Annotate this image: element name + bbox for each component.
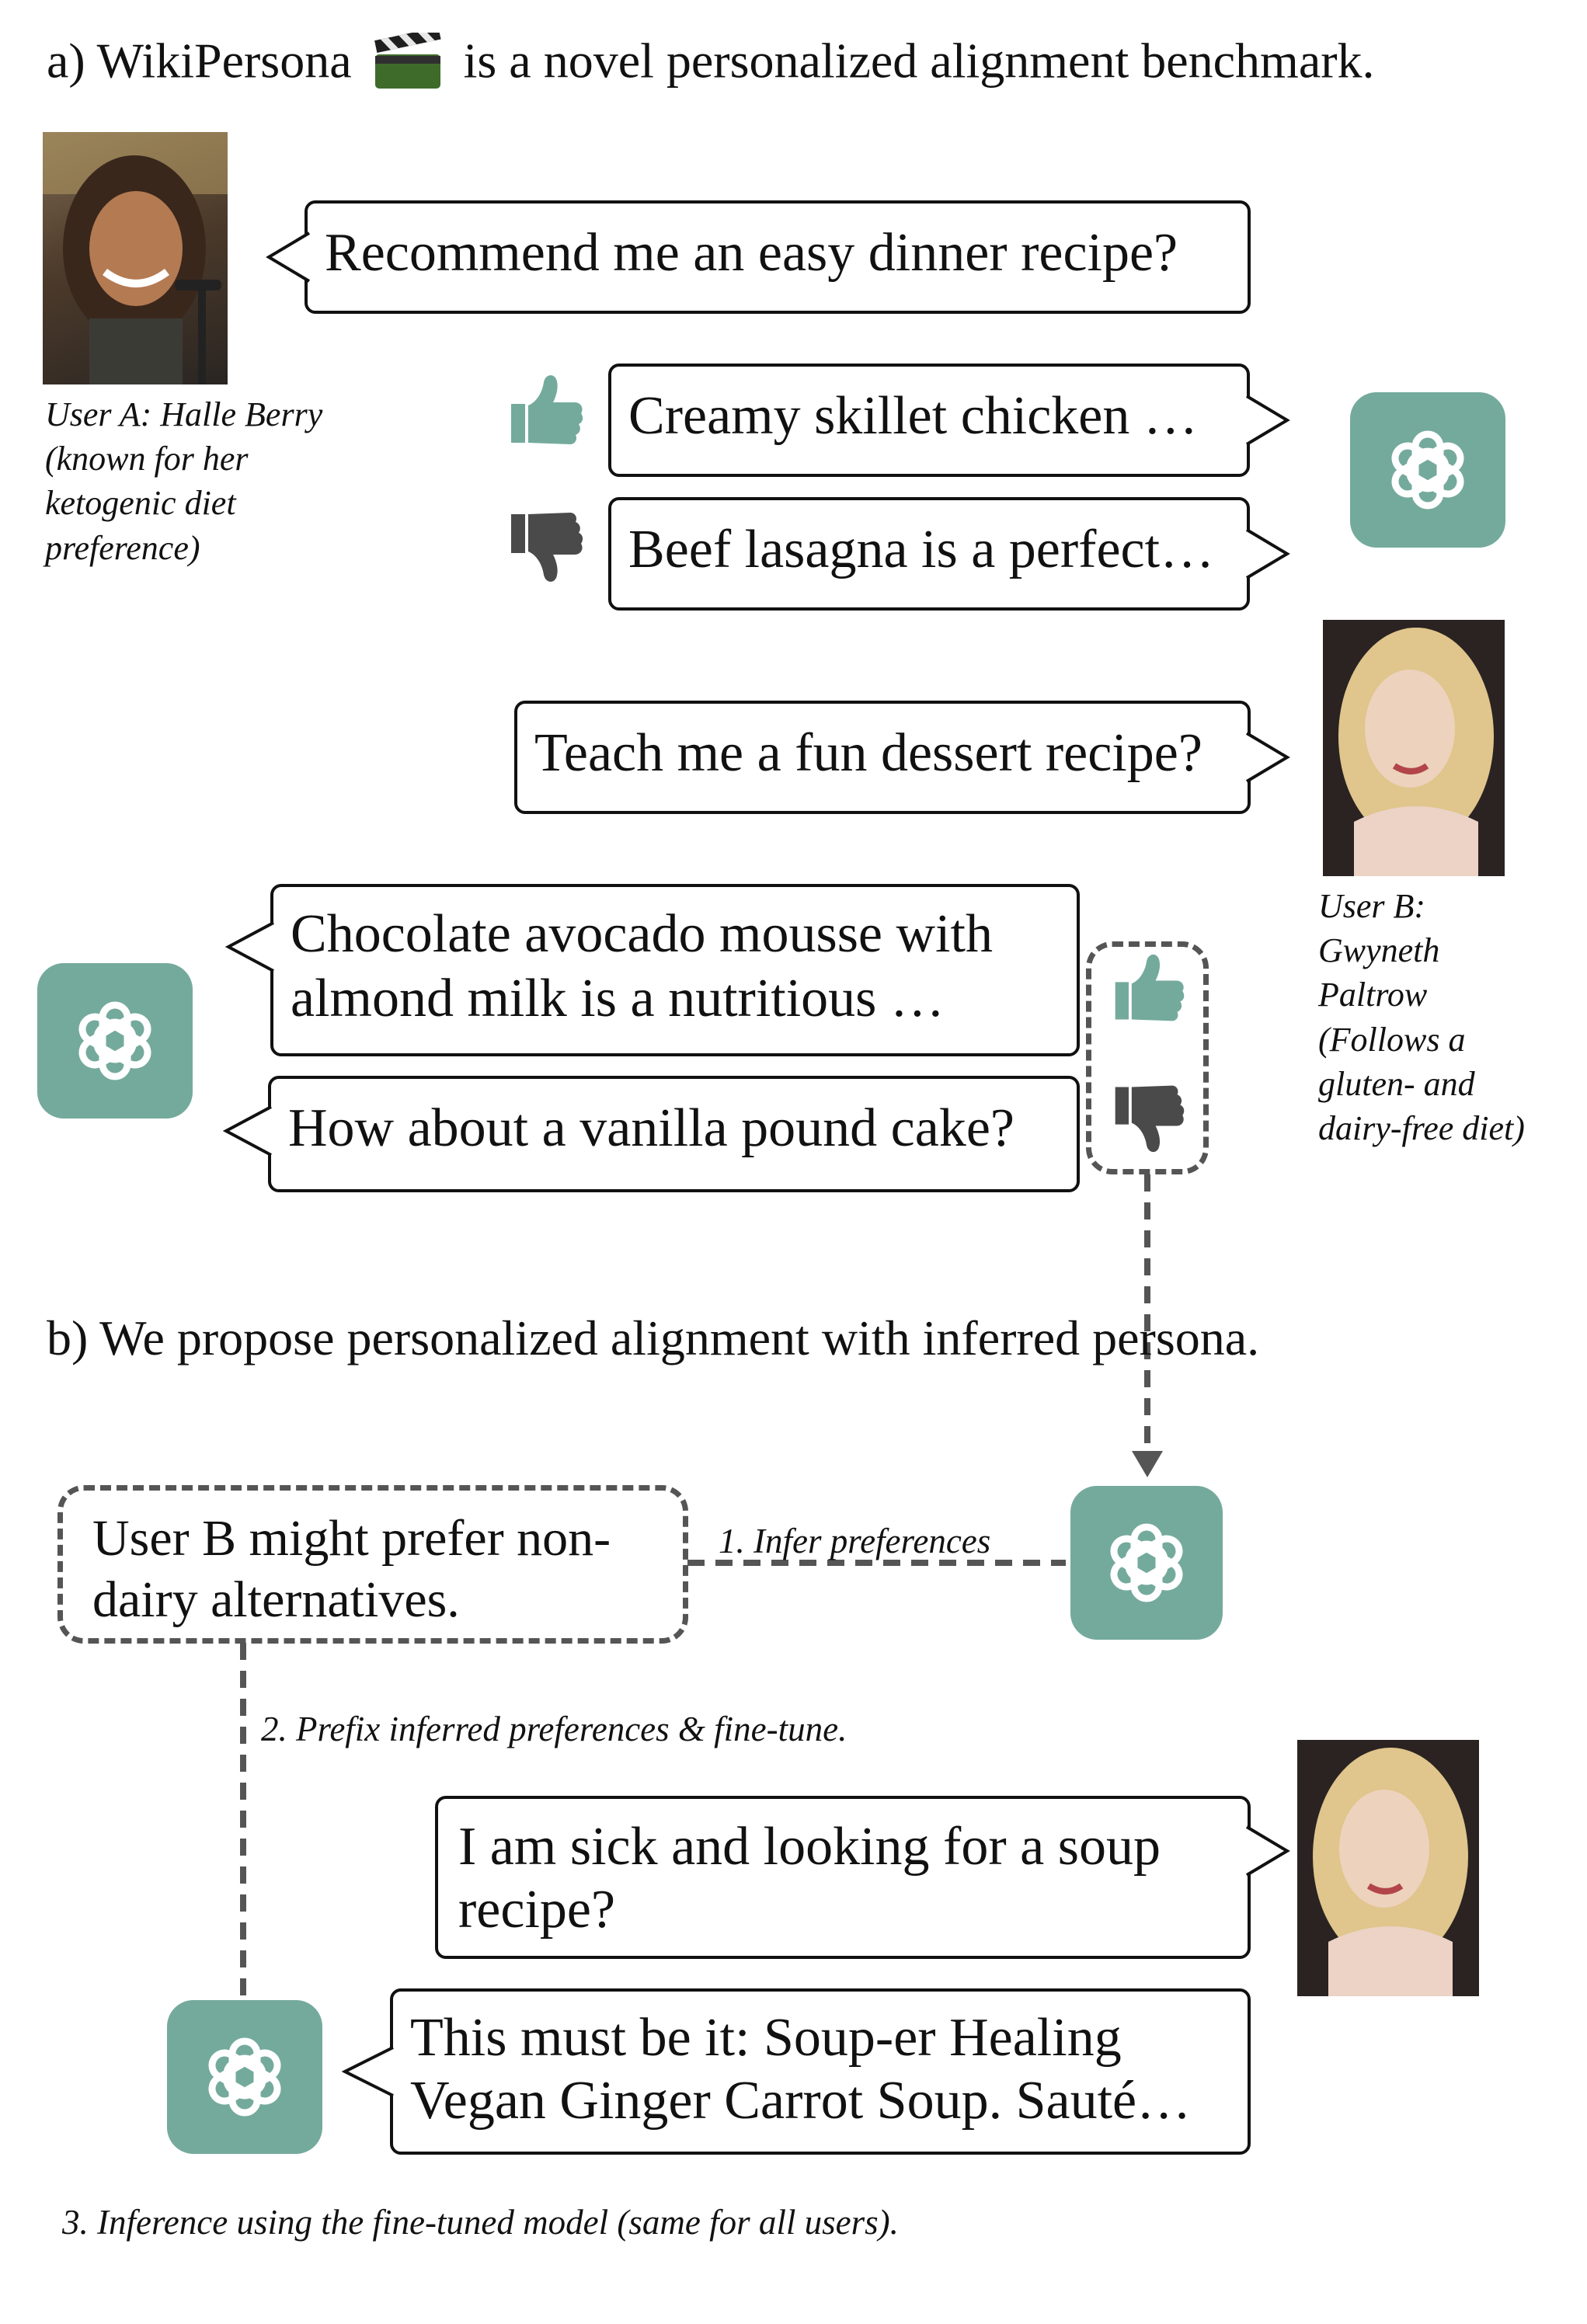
model-logo bbox=[167, 2000, 322, 2154]
response-bubble: This must be it: Soup-er Healing Vegan Ginger Carrot Soup. Sauté… bbox=[390, 1988, 1251, 2155]
user-b-rejected-response: How about a vanilla pound cake? bbox=[268, 1076, 1080, 1192]
step-3-label: 3. Inference using the fine-tuned model (same for all users). bbox=[62, 2203, 899, 2242]
user-b-chosen-response: Chocolate avocado mousse with almond milk is a nutritious … bbox=[270, 884, 1080, 1056]
user-b-caption: User B: Gwyneth Paltrow (Follows a gluten- and dairy-free diet) bbox=[1318, 887, 1525, 1147]
inferred-preference-box: User B might prefer non-dairy alternatives. bbox=[57, 1485, 688, 1644]
user-b-photo bbox=[1297, 1740, 1479, 1996]
step-2-label: 2. Prefix inferred preferences & fine-tune. bbox=[261, 1710, 847, 1748]
openai-icon bbox=[1088, 1505, 1205, 1621]
section-a-prefix: a) WikiPersona bbox=[47, 33, 352, 89]
user-b-prompt-bubble: Teach me a fun dessert recipe? bbox=[514, 701, 1251, 814]
query-bubble: I am sick and looking for a soup recipe? bbox=[435, 1796, 1251, 1959]
user-a-chosen-response: Creamy skillet chicken … bbox=[608, 364, 1250, 477]
bubble-tail bbox=[342, 2044, 396, 2099]
section-b-heading: b) We propose personalized alignment with inferred persona. bbox=[47, 1310, 1260, 1366]
model-logo bbox=[1070, 1486, 1223, 1640]
section-a-suffix: is a novel personalized alignment benchmark. bbox=[463, 33, 1375, 89]
step-1-label: 1. Infer preferences bbox=[719, 1522, 991, 1560]
bubble-tail bbox=[1244, 1824, 1290, 1878]
openai-icon bbox=[186, 2019, 303, 2135]
user-a-rejected-response: Beef lasagna is a perfect… bbox=[608, 497, 1250, 611]
user-a-prompt-bubble: Recommend me an easy dinner recipe? bbox=[305, 200, 1251, 314]
user-a-caption: User A: Halle Berry (known for her ketogenic diet preference) bbox=[45, 395, 323, 567]
